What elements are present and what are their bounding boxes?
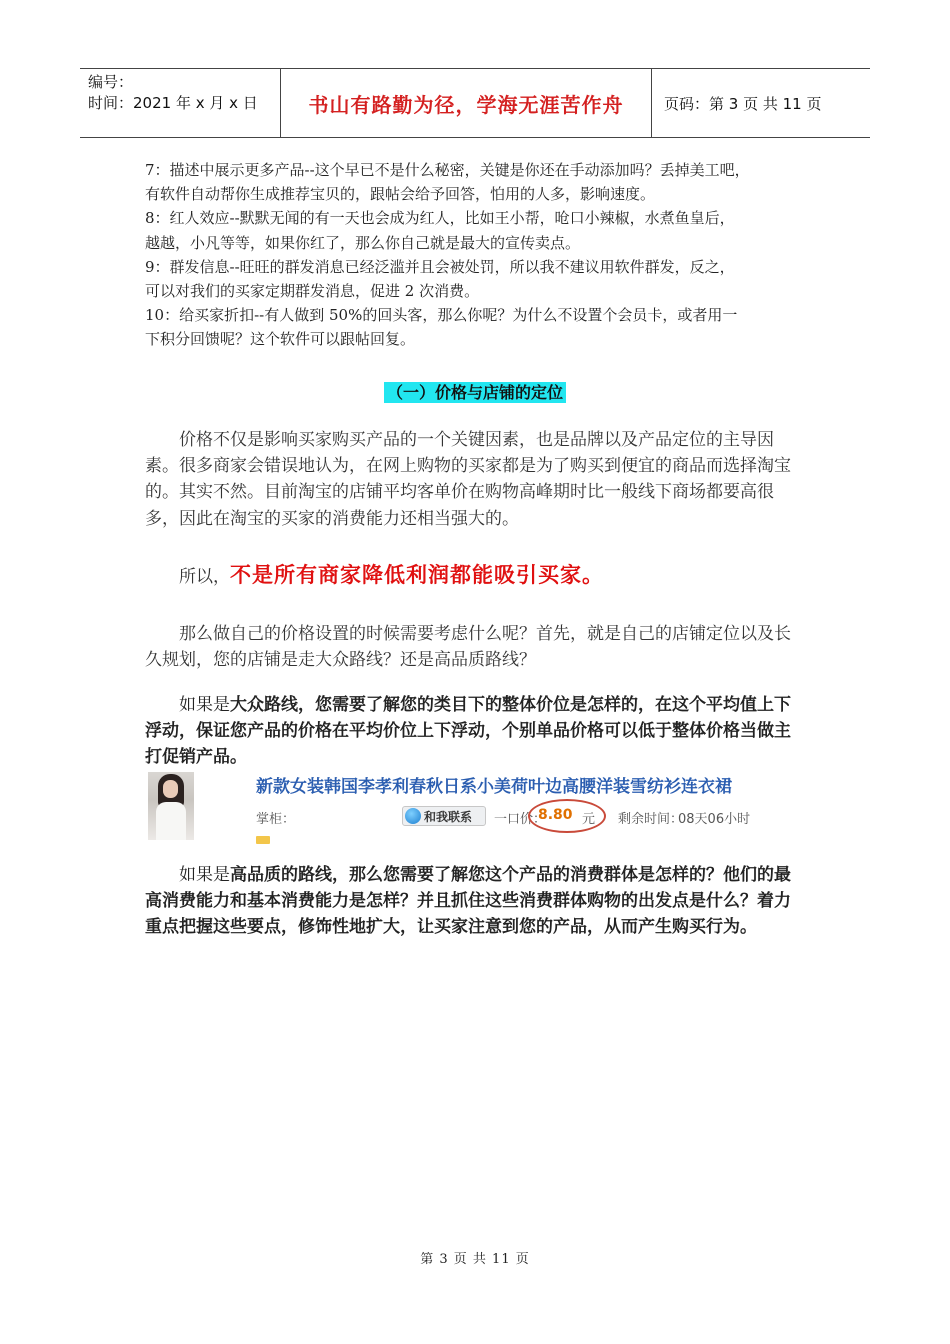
header-number: 编号： (88, 73, 134, 91)
conclusion-prefix: 所以， (179, 567, 230, 587)
list-line: 8：红人效应--默默无闻的有一天也会成为红人，比如王小帮，呛口小辣椒，水煮鱼皇后， (145, 209, 735, 228)
section-heading-text: （一）价格与店铺的定位 (384, 382, 566, 403)
section-heading (0, 380, 950, 403)
photo-face (163, 780, 178, 798)
paragraph-quality-route (145, 862, 805, 941)
conclusion-emphasis: 不是所有商家降低利润都能吸引买家。 (230, 563, 604, 587)
header-motto: 书山有路勤为径，学海无涯苦作舟 (280, 69, 652, 137)
product-image[interactable] (148, 772, 194, 840)
list-line: 有软件自动帮你生成推荐宝贝的，跟帖会给予回答，怕用的人多，影响速度。 (145, 185, 656, 204)
list-line: 10：给买家折扣--有人做到 50%的回头客，那么你呢？为什么不设置个会员卡，或者用一 (145, 306, 738, 325)
mass-route-text: 大众路线，您需要了解您的类目下的整体价位是怎样的，在这个平均值上下浮动，保证您产品的价格在平均价位上下浮动，个别单品价格可以低于整体价格当做主打促销产品。 (145, 695, 791, 768)
quality-route-text: 高品质的路线，那么您需要了解您这个产品的消费群体是怎样的？他们的最高消费能力和基本消费能力是怎样？并且抓住这些消费群体购物的出发点是什么？着力重点把握这些要点，修饰性地扩大，让买家注意到您的产品，从而产生购买行为。 (145, 865, 791, 938)
folder-icon (256, 836, 270, 844)
page-header (80, 68, 870, 138)
remaining-time-value: 08天06小时 (678, 812, 751, 827)
list-line: 下积分回馈呢？这个软件可以跟帖回复。 (145, 330, 416, 349)
paragraph-question: 那么做自己的价格设置的时候需要考虑什么呢？首先，就是自己的店铺定位以及长久规划，您的店铺是走大众路线？还是高品质路线？ (145, 624, 791, 671)
photo-dress (156, 802, 186, 840)
paragraph-mass-route (145, 692, 805, 771)
header-date: 时间：2021 年 x 月 x 日 (88, 94, 258, 112)
price-unit: 元 (582, 812, 596, 827)
page-footer: 第 3 页 共 11 页 (420, 1252, 530, 1267)
wangwang-icon (405, 808, 421, 824)
paragraph-conclusion (145, 562, 805, 590)
contact-label: 和我联系 (424, 809, 473, 824)
quality-route-prefix: 如果是 (179, 865, 230, 885)
list-line: 可以对我们的买家定期群发消息，促进 2 次消费。 (145, 282, 480, 301)
price-value: 8.80 (538, 807, 573, 823)
price-label: 一口价： (494, 812, 547, 827)
product-info-row (256, 806, 776, 828)
paragraph-price-factor: 价格不仅是影响买家购买产品的一个关键因素，也是品牌以及产品定位的主导因素。很多商家会错误地认为，在网上购物的买家都是为了购买到便宜的商品而选择淘宝的。其实不然。目前淘宝的店铺平均客单价在购物高峰期时比一般线下商场都要高很多，因此在淘宝的买家的消费能力还相当强大的。 (145, 430, 791, 529)
mass-route-prefix: 如果是 (179, 695, 230, 715)
list-line: 9：群发信息--旺旺的群发消息已经泛滥并且会被处罚，所以我不建议用软件群发，反之， (145, 257, 735, 276)
header-page-info: 页码：第 3 页 共 11 页 (664, 94, 822, 113)
list-line: 7：描述中展示更多产品--这个早已不是什么秘密，关键是你还在手动添加吗？丢掉美工吧， (145, 161, 750, 179)
product-listing (148, 772, 778, 842)
product-title-link[interactable]: 新款女装韩国李孝利春秋日系小美荷叶边高腰洋装雪纺衫连衣裙 (256, 777, 732, 797)
list-line: 越越，小凡等等，如果你红了，那么你自己就是最大的宣传卖点。 (145, 233, 581, 252)
seller-label: 掌柜： (256, 812, 296, 827)
remaining-time-label: 剩余时间： (618, 812, 684, 827)
tips-list (145, 158, 815, 352)
header-meta (80, 69, 280, 137)
contact-seller-button[interactable] (402, 806, 486, 826)
